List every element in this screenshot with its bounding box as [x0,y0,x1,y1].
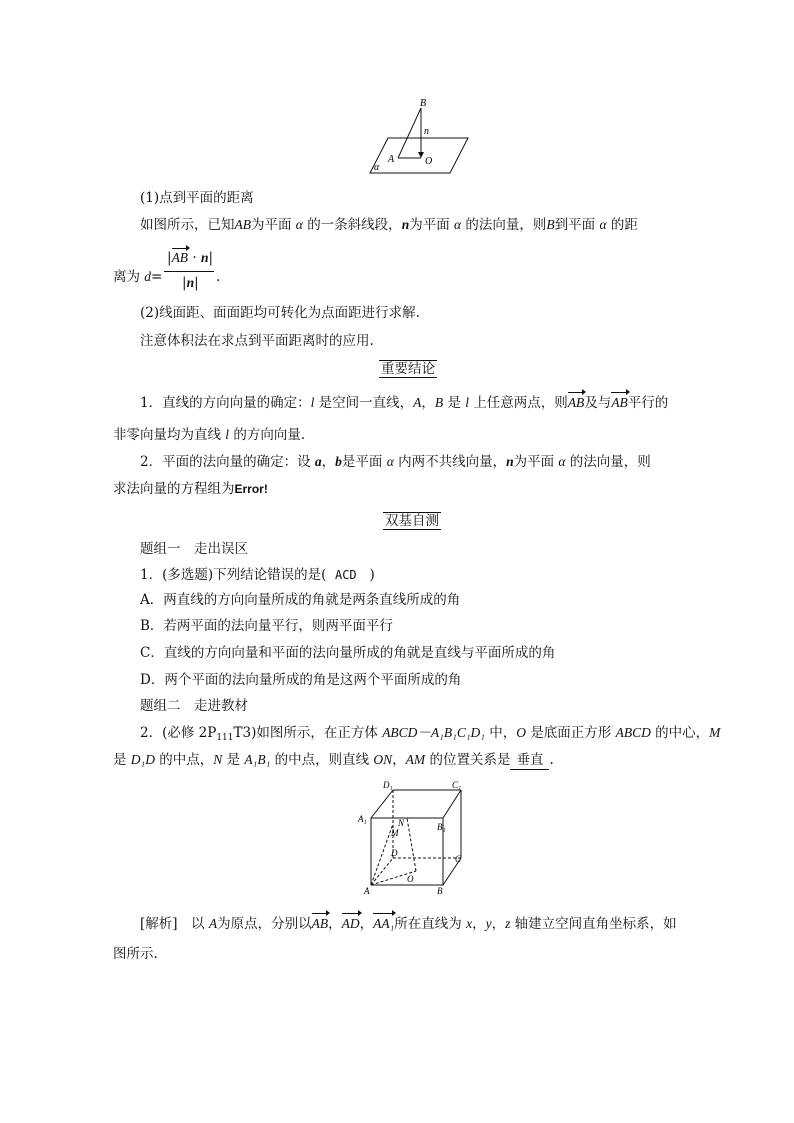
formula-numerator: |AB · n| [167,250,214,266]
text: 1．(多选题)下列结论错误的是( [140,567,327,583]
conclusion-1 [140,394,668,412]
group-2-heading: 题组二 走进教材 [140,698,248,714]
text: 的中点， [159,752,214,768]
text: 的方向向量. [233,427,306,443]
segment-AB [398,108,421,158]
paragraph-conversion: (2)线面距、面面距均可转化为点面距进行求解. [140,305,420,321]
line-AM [371,824,393,885]
vector-n: n [401,217,410,232]
text: 的一条斜线段， [307,217,402,233]
label-D: D [391,848,398,858]
conclusion-1-cont [113,426,305,444]
text: 是 [226,752,241,768]
distance-formula-lead [113,268,162,286]
vector-AB: AB [611,395,628,410]
text: 内两不共线向量， [398,454,507,470]
edge-A1D1 [371,790,393,818]
paragraph-definition [140,216,638,234]
text: 如图所示，已知 [140,217,235,233]
option-b: B．若两平面的法向量平行，则两平面平行 [140,618,393,634]
text: 轴建立空间直角坐标系，如 [514,916,677,932]
label-B1: B₁ [437,822,446,832]
text: ， [359,916,374,932]
vector-a: a [314,454,322,469]
text: 平行的 [627,395,669,411]
alpha: α [599,217,607,232]
point-B: B [546,217,555,232]
text: 上任意两点，则 [473,395,568,411]
label-A: A [364,886,370,896]
text: 2．平面的法向量的确定：设 [140,454,311,470]
section-heading-self-test: 双基自测 [385,513,439,529]
conclusion-2-cont [113,480,268,498]
formula-denominator: |n| [182,275,199,291]
text: ， [321,454,336,470]
edge-B1C1 [443,790,461,818]
line-ON [407,818,416,871]
text: 所在直线为 [394,916,462,932]
label-A1: A₁ [358,814,367,824]
text: 到平面 [554,217,596,233]
text: 的中心， [655,725,710,741]
section-heading-key-conclusions: 重要结论 [381,361,435,377]
line-ON: ON [373,752,393,767]
conclusion-2 [140,453,651,471]
point-A: A [208,916,218,931]
text: 是底面正方形 [530,725,612,741]
error-text: Error! [234,482,268,496]
option-d: D．两个平面的法向量所成的角是这两个平面所成的角 [140,672,462,688]
paragraph-point-plane-distance: (1)点到平面的距离 [140,190,254,206]
point-N: N [213,752,223,767]
axis-z: z [505,916,511,931]
square-name: ABCD [615,725,651,740]
axis-y: y [485,916,492,931]
option-c: C．直线的方向向量和平面的法向量所成的角就是直线与平面所成的角 [140,645,556,661]
paragraph-volume-method: 注意体积法在求点到平面距离时的应用. [140,333,374,349]
text: 2．(必修 2P [140,725,217,741]
text: 及与 [584,395,612,411]
question-2-cont [113,751,554,770]
text: 是空间一直线， [318,395,414,411]
line-AM: AM [405,752,426,767]
question-2 [140,724,720,747]
answer: ACD [334,568,357,582]
text: 1．直线的方向向量的确定： [140,395,311,411]
segment-AB: AB [234,217,251,232]
label-D1: D₁ [383,780,393,790]
point-A: A [413,395,422,410]
vector-AB: AB [567,395,585,410]
text: 离为 [113,269,140,285]
equals: = [151,269,163,285]
alpha: α [386,454,394,469]
line-l: l [310,395,315,410]
group-1-heading: 题组一 走出误区 [140,541,248,557]
text: ， [491,916,506,932]
cube-name: ABCD－A₁B₁C₁D₁ [382,725,485,740]
line-l: l [225,427,230,442]
text: 中， [489,725,517,741]
text: ， [328,916,342,932]
dot: · [192,250,197,266]
text: ) [369,567,375,583]
label-B: B [437,886,443,896]
label-O: O [425,156,433,167]
vector-AB: AB [171,250,189,265]
text: 是 [113,752,127,768]
cube-figure [355,778,475,896]
variable-d: d [144,269,152,284]
label-C: C [455,854,462,864]
alpha: α [295,217,303,232]
text: 非零向量均为直线 [113,427,221,443]
label-A: A [388,154,395,165]
solution [140,915,677,933]
alpha: α [558,454,566,469]
line-l: l [465,395,470,410]
text: 为平面 [251,217,292,233]
vector-b: b [335,454,342,469]
text: 的中点，则直线 [274,752,370,768]
text: 是平面 [341,454,383,470]
hidden-edge-AD [371,858,393,885]
text: [解析] 以 [140,916,205,932]
text: 是 [447,395,461,411]
label-B: B [420,98,427,109]
question-1 [140,566,375,584]
vector-AD: AD [341,916,360,931]
text: ， [421,395,435,411]
text: 为平面 [513,454,555,470]
vector-n: n [506,454,514,469]
fraction-bar [164,271,214,272]
subscript: 111 [216,733,234,743]
point-B: B [434,395,444,410]
label-N: N [398,818,405,828]
label-O: O [407,874,414,884]
alpha: α [454,217,462,232]
text: 为原点，分别以 [217,916,312,932]
vector-AA1: AA₁ [373,916,395,931]
text: 的位置关系是 [429,752,511,768]
text: 的法向量，则 [569,454,651,470]
text: 为平面 [409,217,450,233]
option-a: A．两直线的方向向量所成的角就是两条直线所成的角 [140,592,461,608]
text: 的法向量，则 [465,217,547,233]
vector-n: n [200,250,209,265]
text: ， [472,916,486,932]
answer-blank: 垂直 [510,751,549,770]
arrow-head [418,152,424,158]
plane-alpha [370,138,468,173]
vector-AB: AB [311,916,329,931]
text: . [549,752,554,768]
label-alpha: α [374,162,380,173]
plane-distance-figure [368,96,478,176]
label-C1: C₁ [452,780,462,790]
axis-x: x [466,916,473,931]
segment-D1D: D₁D [130,752,155,767]
formula-end: . [216,269,221,285]
point-O: O [516,725,527,740]
solution-cont: 图所示. [113,946,158,962]
text: 求法向量的方程组为 [113,481,235,497]
segment-A1B1: A₁B₁ [244,752,271,767]
text: ， [392,752,406,768]
point-M: M [709,725,721,740]
vector-n: n [186,275,195,290]
label-n: n [424,126,429,137]
text: 的距 [610,217,638,233]
text: T3)如图所示，在正方体 [233,725,378,741]
label-M: M [391,828,399,838]
